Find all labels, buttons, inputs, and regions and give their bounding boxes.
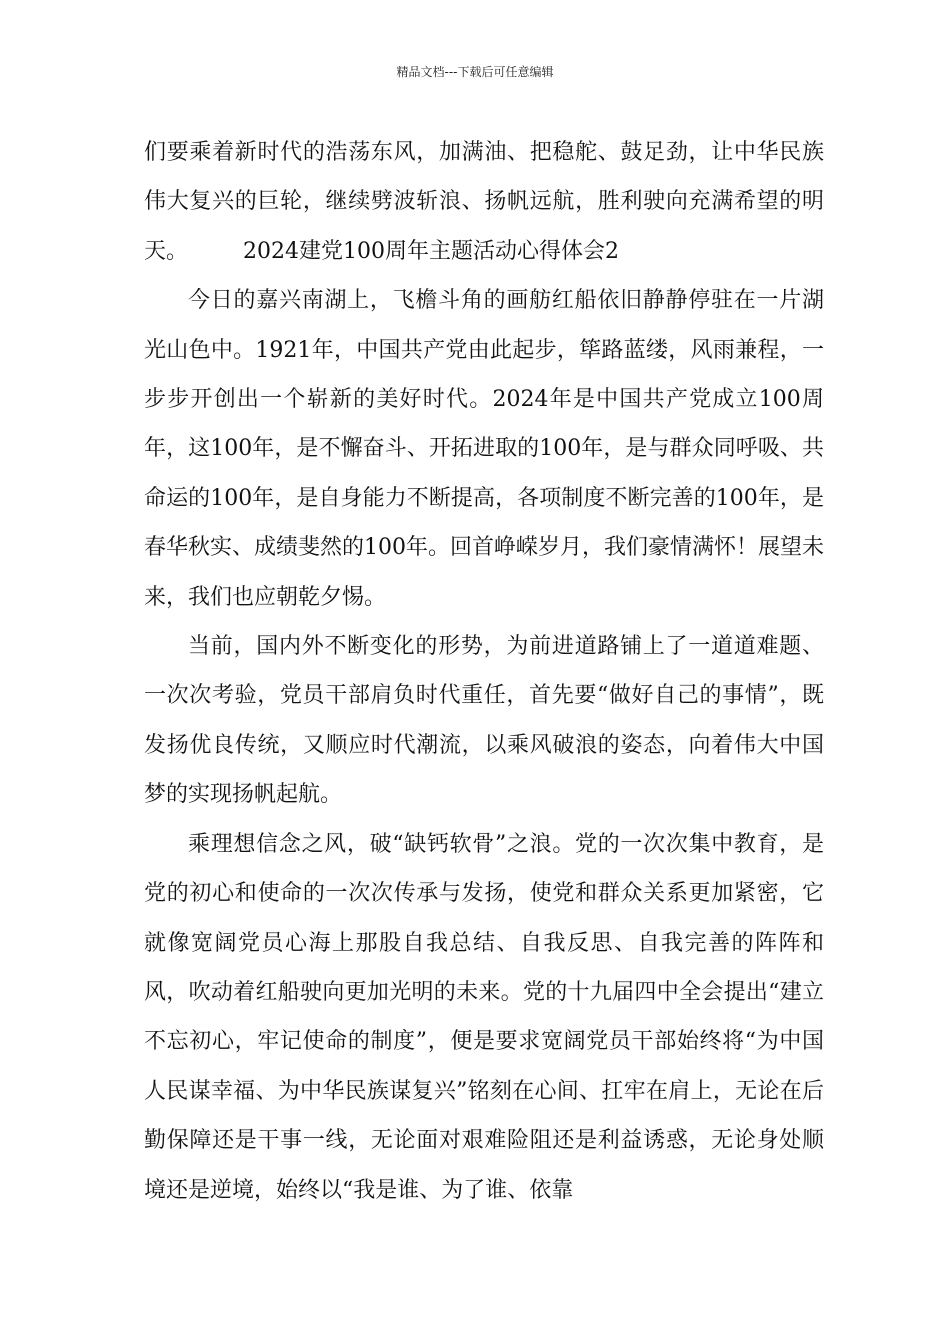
- paragraph-3: 当前，国内外不断变化的形势，为前进道路铺上了一道道难题、一次次考验，党员干部肩负时代重任，首先要“做好自己的事情”，既发扬优良传统，又顺应时代潮流，以乘风破浪的姿态，向着伟大中国梦的实现扬帆起航。: [144, 634, 824, 808]
- paragraph-1: 们要乘着新时代的浩荡东风，加满油、把稳舵、鼓足劲，让中华民族伟大复兴的巨轮，继续劈波斩浪、扬帆远航，胜利驶向充满希望的明天。 2024建党100周年主题活动心得体会2: [144, 140, 824, 264]
- document-body: [144, 128, 824, 1215]
- page-header-text: 精品文档---下载后可任意编辑: [396, 65, 554, 79]
- paragraph-4: 乘理想信念之风，破“缺钙软骨”之浪。党的一次次集中教育，是党的初心和使命的一次次传承与发扬，使党和群众关系更加紧密，它就像宽阔党员心海上那股自我总结、自我反思、自我完善的阵阵和风，吹动着红船驶向更加光明的未来。党的十九届四中全会提出“建立不忘初心，牢记使命的制度”，便是要求宽阔党员干部始终将“为中国人民谋幸福、为中华民族谋复兴”铭刻在心间、扛牢在肩上，无论在后勤保障还是干事一线，无论面对艰难险阻还是利益诱惑，无论身处顺境还是逆境，始终以“我是谁、为了谁、依靠: [144, 831, 824, 1203]
- page-header: [0, 64, 950, 80]
- paragraph-2: 今日的嘉兴南湖上，飞檐斗角的画舫红船依旧静静停驻在一片湖光山色中。1921年，中国共产党由此起步，筚路蓝缕，风雨兼程，一步步开创出一个崭新的美好时代。2024年是中国共产党成立100周年，这100年，是不懈奋斗、开拓进取的100年，是与群众同呼吸、共命运的100年，是自身能力不断提高，各项制度不断完善的100年，是春华秋实、成绩斐然的100年。回首峥嵘岁月，我们豪情满怀！展望未来，我们也应朝乾夕惕。: [144, 288, 824, 610]
